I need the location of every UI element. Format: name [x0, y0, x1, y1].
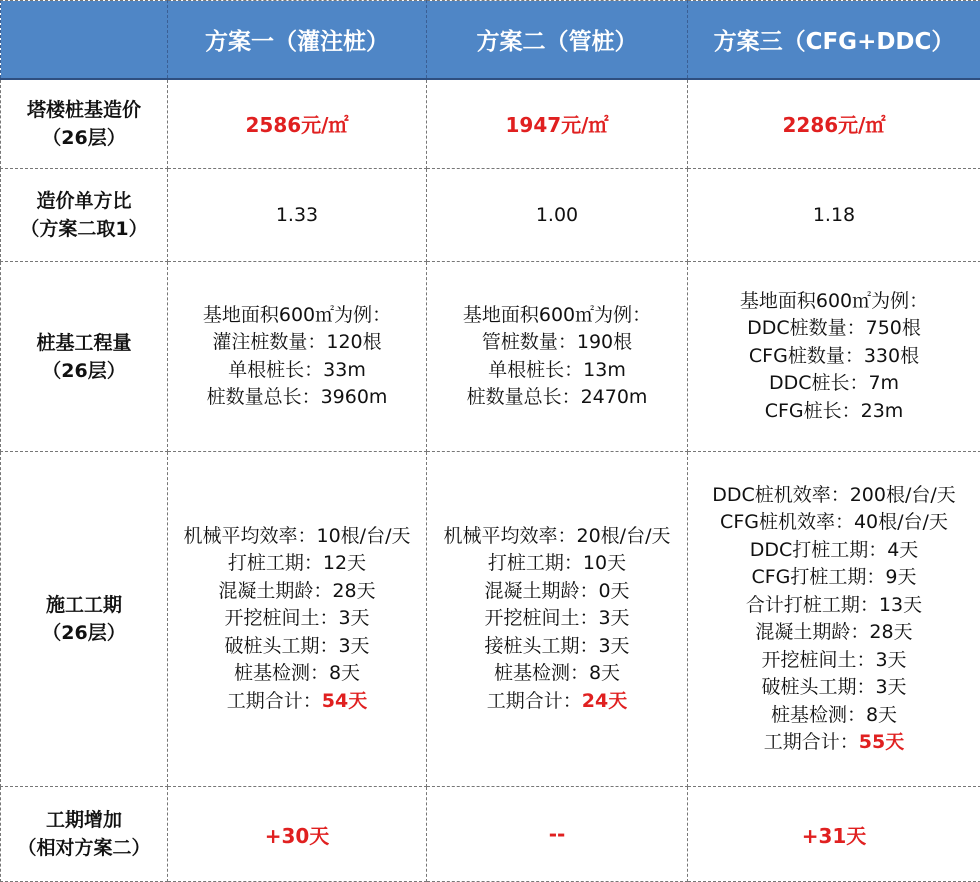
ratio-plan-3: 1.18	[688, 169, 980, 262]
cost-plan-2: 1947元/㎡	[427, 79, 688, 169]
schedule-line: 开挖桩间土：3天	[688, 647, 980, 675]
schedule-plan-3	[688, 452, 980, 787]
row-quantity	[1, 262, 980, 452]
schedule-total-value: 55天	[859, 731, 904, 753]
schedule-line: 机械平均效率：20根/台/天	[427, 523, 687, 551]
quantity-line: 灌注桩数量：120根	[168, 329, 426, 357]
row-cost	[1, 79, 980, 169]
quantity-plan-3	[688, 262, 980, 452]
row-label-line: （26层）	[1, 619, 167, 647]
ratio-plan-2: 1.00	[427, 169, 688, 262]
schedule-plan-2	[427, 452, 688, 787]
schedule-line: 机械平均效率：10根/台/天	[168, 523, 426, 551]
header-row	[1, 1, 980, 79]
row-label-increase	[1, 787, 168, 882]
schedule-line: DDC桩机效率：200根/台/天	[688, 482, 980, 510]
schedule-line: 混凝土期龄：28天	[168, 578, 426, 606]
row-label-line: （26层）	[1, 357, 167, 385]
header-corner	[1, 1, 168, 79]
row-label-line: 工期增加	[1, 806, 167, 834]
quantity-line: 基地面积600㎡为例：	[427, 302, 687, 330]
schedule-line: 打桩工期：12天	[168, 550, 426, 578]
row-label-line: （相对方案二）	[1, 834, 167, 862]
quantity-line: 桩数量总长：2470m	[427, 384, 687, 412]
schedule-total-value: 54天	[322, 690, 367, 712]
cost-plan-1: 2586元/㎡	[168, 79, 427, 169]
increase-plan-2: --	[427, 787, 688, 882]
quantity-line: CFG桩数量：330根	[688, 343, 980, 371]
schedule-line: 开挖桩间土：3天	[427, 605, 687, 633]
increase-plan-1: +30天	[168, 787, 427, 882]
schedule-line: 桩基检测：8天	[427, 660, 687, 688]
quantity-plan-2	[427, 262, 688, 452]
schedule-total-label: 工期合计：	[227, 690, 322, 712]
schedule-line: 开挖桩间土：3天	[168, 605, 426, 633]
increase-plan-3: +31天	[688, 787, 980, 882]
row-label-ratio	[1, 169, 168, 262]
schedule-line: 破桩头工期：3天	[688, 674, 980, 702]
schedule-total-label: 工期合计：	[487, 690, 582, 712]
schedule-line: CFG打桩工期：9天	[688, 564, 980, 592]
row-ratio	[1, 169, 980, 262]
schedule-line: DDC打桩工期：4天	[688, 537, 980, 565]
header-plan-3: 方案三（CFG+DDC）	[688, 1, 980, 79]
schedule-total-label: 工期合计：	[764, 731, 859, 753]
schedule-total-line	[168, 688, 426, 716]
row-schedule	[1, 452, 980, 787]
row-label-line: 塔楼桩基造价	[1, 96, 167, 124]
quantity-line: CFG桩长：23m	[688, 398, 980, 426]
row-label-schedule	[1, 452, 168, 787]
schedule-total-line	[688, 729, 980, 757]
row-label-quantity	[1, 262, 168, 452]
schedule-line: 打桩工期：10天	[427, 550, 687, 578]
header-plan-2: 方案二（管桩）	[427, 1, 688, 79]
row-label-line: （26层）	[1, 124, 167, 152]
quantity-line: 管桩数量：190根	[427, 329, 687, 357]
row-label-line: 桩基工程量	[1, 329, 167, 357]
schedule-line: CFG桩机效率：40根/台/天	[688, 509, 980, 537]
row-increase	[1, 787, 980, 882]
schedule-total-line	[427, 688, 687, 716]
ratio-plan-1: 1.33	[168, 169, 427, 262]
schedule-line: 桩基检测：8天	[688, 702, 980, 730]
quantity-line: 基地面积600㎡为例：	[688, 288, 980, 316]
quantity-line: 基地面积600㎡为例：	[168, 302, 426, 330]
quantity-line: DDC桩数量：750根	[688, 315, 980, 343]
cost-plan-3: 2286元/㎡	[688, 79, 980, 169]
schedule-line: 桩基检测：8天	[168, 660, 426, 688]
quantity-plan-1	[168, 262, 427, 452]
row-label-line: 施工工期	[1, 591, 167, 619]
row-label-cost	[1, 79, 168, 169]
quantity-line: 单根桩长：13m	[427, 357, 687, 385]
schedule-plan-1	[168, 452, 427, 787]
schedule-line: 破桩头工期：3天	[168, 633, 426, 661]
schedule-line: 混凝土期龄：28天	[688, 619, 980, 647]
row-label-line: 造价单方比	[1, 187, 167, 215]
header-plan-1: 方案一（灌注桩）	[168, 1, 427, 79]
schedule-line: 合计打桩工期：13天	[688, 592, 980, 620]
quantity-line: DDC桩长：7m	[688, 370, 980, 398]
quantity-line: 桩数量总长：3960m	[168, 384, 426, 412]
schedule-total-value: 24天	[582, 690, 627, 712]
schedule-line: 接桩头工期：3天	[427, 633, 687, 661]
quantity-line: 单根桩长：33m	[168, 357, 426, 385]
schedule-line: 混凝土期龄：0天	[427, 578, 687, 606]
row-label-line: （方案二取1）	[1, 215, 167, 243]
